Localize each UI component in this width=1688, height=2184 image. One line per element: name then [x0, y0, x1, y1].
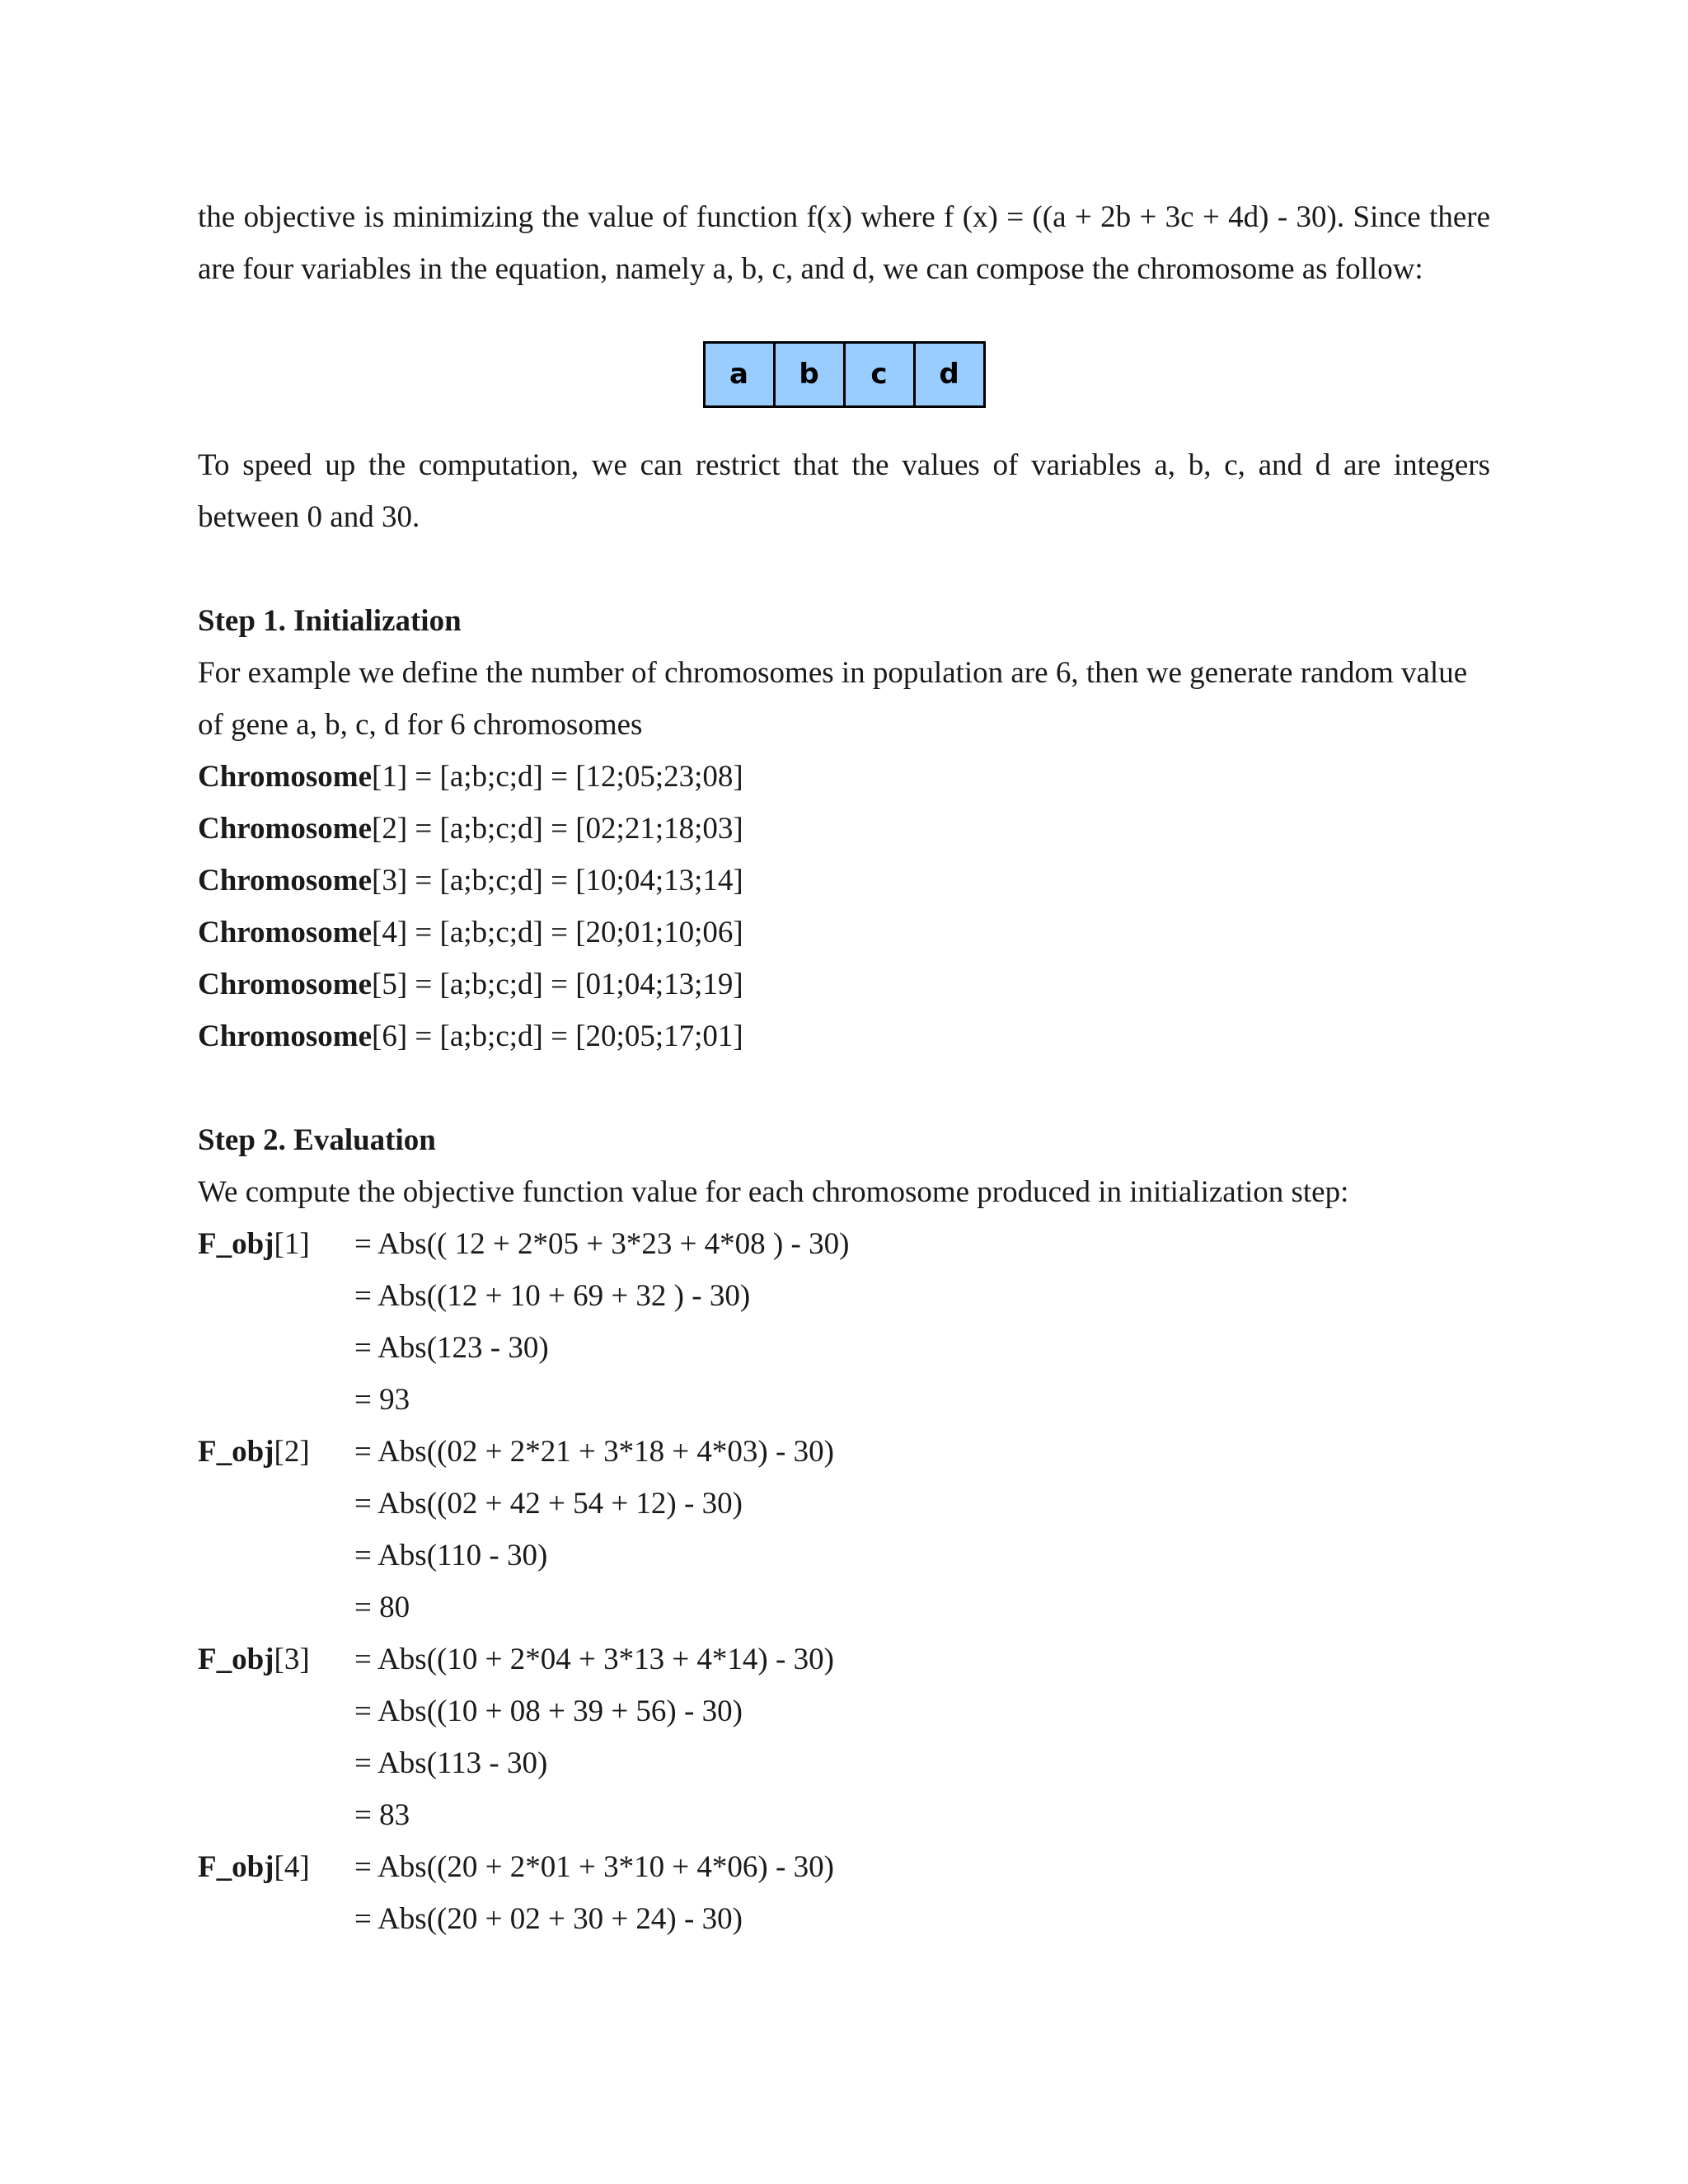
restrict-line-2: between 0 and 30. [198, 500, 420, 534]
step1-text-line-2: of gene a, b, c, d for 6 chromosomes [198, 708, 643, 742]
chromosome-label: Chromosome [198, 1019, 373, 1053]
fobj-block-4 [198, 1841, 1490, 1945]
intro-line-1: the objective is minimizing the value of function f(x) where f (x) = ((a + 2b + 3c + 4d) - 30). Since there [198, 200, 1490, 234]
chromosome-values: [6] = [a;b;c;d] = [20;05;17;01] [372, 1019, 743, 1053]
chromosome-line-4 [198, 907, 1490, 958]
restrict-paragraph [198, 439, 1490, 543]
gene-d: d [939, 358, 959, 391]
fobj-label [198, 1633, 354, 1841]
chromosome-values: [4] = [a;b;c;d] = [20;01;10;06] [372, 916, 743, 949]
intro-line-2: are four variables in the equation, namely a, b, c, and d, we can compose the chromosome as follow: [198, 252, 1423, 286]
restrict-line-1: To speed up the computation, we can restrict that the values of variables a, b, c, and d are integers [198, 448, 1490, 482]
fobj-label [198, 1426, 354, 1633]
fobj-block-1 [198, 1218, 1490, 1426]
chromosome-label: Chromosome [198, 916, 373, 949]
fobj-step: = Abs((02 + 2*21 + 3*18 + 4*03) - 30) [354, 1435, 834, 1469]
fobj-steps [354, 1218, 849, 1426]
fobj-name: F_obj [198, 1850, 274, 1884]
chromosome-line-5 [198, 958, 1490, 1010]
gene-b: b [776, 344, 846, 405]
fobj-steps [354, 1426, 834, 1633]
fobj-label [198, 1218, 354, 1426]
gene-c: c [846, 344, 916, 405]
fobj-step: = Abs(113 - 30) [354, 1746, 548, 1780]
fobj-step: = Abs((20 + 02 + 30 + 24) - 30) [354, 1902, 743, 1936]
chromosome-label: Chromosome [198, 864, 373, 898]
fobj-step: = Abs((12 + 10 + 69 + 32 ) - 30) [354, 1279, 751, 1313]
chromosome-line-6 [198, 1010, 1490, 1062]
fobj-step: = Abs(( 12 + 2*05 + 3*23 + 4*08 ) - 30) [354, 1227, 850, 1261]
fobj-index: [1] [274, 1227, 310, 1261]
fobj-step: = Abs((20 + 2*01 + 3*10 + 4*06) - 30) [354, 1850, 834, 1884]
fobj-block-2 [198, 1426, 1490, 1633]
fobj-step: = Abs(123 - 30) [354, 1331, 549, 1365]
fobj-index: [2] [274, 1435, 310, 1469]
chromosome-values: [1] = [a;b;c;d] = [12;05;23;08] [372, 760, 743, 794]
fobj-step: = 83 [354, 1798, 410, 1832]
fobj-index: [4] [274, 1850, 310, 1884]
fobj-step: = 80 [354, 1591, 410, 1624]
step1-text-line-1: For example we define the number of chromosomes in population are 6, then we generate random value [198, 656, 1468, 690]
chromosome-diagram [198, 341, 1490, 408]
fobj-step: = Abs(110 - 30) [354, 1539, 548, 1572]
step1-heading: Step 1. Initialization [198, 604, 462, 638]
fobj-steps [354, 1633, 834, 1841]
fobj-steps [354, 1841, 834, 1945]
chromosome-values: [3] = [a;b;c;d] = [10;04;13;14] [372, 864, 743, 898]
chromosome-line-2 [198, 803, 1490, 855]
chromosome-label: Chromosome [198, 812, 373, 846]
chromosome-line-3 [198, 855, 1490, 907]
fobj-name: F_obj [198, 1643, 274, 1676]
step2-text: We compute the objective function value for each chromosome produced in initialization step: [198, 1175, 1349, 1209]
fobj-block-3 [198, 1633, 1490, 1841]
intro-paragraph [198, 191, 1490, 295]
gene-a: a [706, 344, 776, 405]
fobj-step: = 93 [354, 1383, 410, 1417]
chromosome-label: Chromosome [198, 760, 373, 794]
fobj-step: = Abs((10 + 2*04 + 3*13 + 4*14) - 30) [354, 1643, 834, 1676]
fobj-label [198, 1841, 354, 1945]
fobj-index: [3] [274, 1643, 310, 1676]
chromosome-label: Chromosome [198, 968, 373, 1001]
step2-heading: Step 2. Evaluation [198, 1123, 436, 1157]
chromosome-values: [5] = [a;b;c;d] = [01;04;13;19] [372, 968, 743, 1001]
chromosome-line-1 [198, 751, 1490, 803]
fobj-step: = Abs((02 + 42 + 54 + 12) - 30) [354, 1487, 743, 1521]
chromosome-box [703, 341, 986, 408]
step2-section [198, 1114, 1490, 1945]
fobj-step: = Abs((10 + 08 + 39 + 56) - 30) [354, 1694, 743, 1728]
document-page [198, 191, 1490, 1945]
fobj-name: F_obj [198, 1227, 274, 1261]
step1-section [198, 595, 1490, 1062]
fobj-name: F_obj [198, 1435, 274, 1469]
chromosome-values: [2] = [a;b;c;d] = [02;21;18;03] [372, 812, 743, 846]
